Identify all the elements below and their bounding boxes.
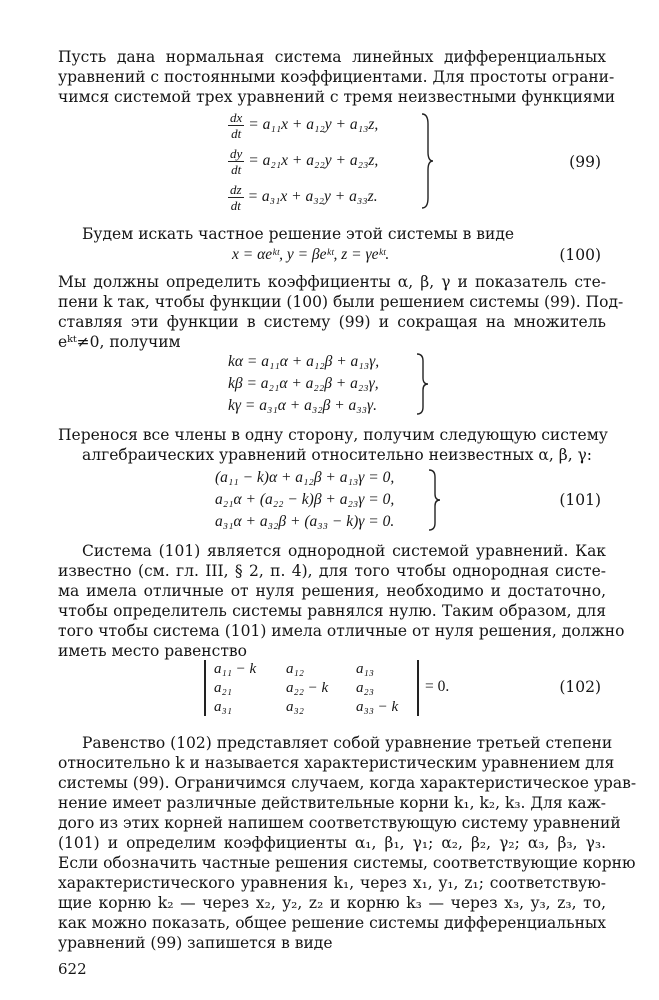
equation-row: $\frac{dy}{dt}$ = a₂₁x + a₂₂y + a₂₃z, — [230, 146, 379, 177]
equation-row: $\frac{dz}{dt}$ = a₃₁x + a₃₂y + a₃₃z. — [230, 182, 378, 213]
equation-row: (a₁₁ − k)α + a₁₂β + a₁₃γ = 0, — [215, 469, 395, 486]
text-line: (101) и определим коэффициенты α₁, β₁, γ₁; α₂, β₂, γ₂; α₃, β₃, γ₃. — [58, 834, 606, 852]
text-line: щие корню k₂ — через x₂, y₂, z₂ и корню k₃ — через x₃, y₃, z₃, то, — [58, 894, 606, 912]
text-line: дого из этих корней напишем соответствующую систему уравнений — [58, 814, 621, 832]
text-line: пени k так, чтобы функции (100) были решением системы (99). Под- — [58, 293, 624, 311]
text-line: Мы должны определить коэффициенты α, β, γ и показатель сте- — [58, 273, 606, 291]
equation-row: kα = a₁₁α + a₁₂β + a₁₃γ, — [228, 353, 380, 370]
page-number: 622 — [58, 960, 87, 978]
determinant-right-bar — [417, 660, 419, 716]
text-line: ставляя эти функции в систему (99) и сокращая на множитель — [58, 313, 606, 331]
text-line: того чтобы система (101) имела отличные от нуля решения, должно — [58, 622, 625, 640]
text-line: известно (см. гл. III, § 2, п. 4), для того чтобы однородная систе- — [58, 562, 606, 580]
equation-row: $\frac{dx}{dt}$ = a₁₁x + a₁₂y + a₁₃z, — [230, 110, 379, 141]
matrix-cell: a₁₃ — [356, 661, 374, 677]
equation-number: (101) — [559, 491, 601, 509]
equation-row: a₃₁α + a₃₂β + (a₃₃ − k)γ = 0. — [215, 513, 395, 530]
matrix-cell: a₃₃ − k — [356, 699, 399, 715]
text-line: чимся системой трех уравнений с тремя неизвестными функциями — [58, 88, 616, 106]
text-line: Равенство (102) представляет собой уравнение третьей степени — [82, 734, 613, 752]
equation-100: x = αeᵏᵗ, y = βeᵏᵗ, z = γeᵏᵗ. — [232, 246, 390, 263]
right-brace-icon — [426, 468, 444, 532]
text-line: относительно k и называется характеристическим уравнением для — [58, 754, 615, 772]
text-line: системы (99). Ограничимся случаем, когда характеристическое урав- — [58, 774, 637, 792]
text-line: Пусть дана нормальная система линейных дифференциальных — [58, 48, 606, 66]
right-brace-icon — [418, 112, 438, 210]
text-line: уравнений (99) запишется в виде — [58, 934, 333, 952]
text-line: ма имела отличные от нуля решения, необходимо и достаточно, — [58, 582, 606, 600]
equation-number: (99) — [569, 153, 601, 171]
text-line: чтобы определитель системы равнялся нулю. Таким образом, для — [58, 602, 606, 620]
matrix-cell: a₂₁ — [214, 680, 232, 696]
text-line: как можно показать, общее решение системы дифференциальных — [58, 914, 606, 932]
matrix-cell: a₁₁ − k — [214, 661, 257, 677]
text-line: Если обозначить частные решения системы, соответствующие корню — [58, 854, 636, 872]
determinant-equals: = 0. — [425, 678, 450, 695]
matrix-cell: a₃₂ — [286, 699, 304, 715]
equation-row: kβ = a₂₁α + a₂₂β + a₂₃γ, — [228, 375, 379, 392]
text-line: Перенося все члены в одну сторону, получим следующую систему — [58, 426, 608, 444]
equation-row: kγ = a₃₁α + a₃₂β + a₃₃γ. — [228, 397, 378, 414]
matrix-cell: a₂₂ − k — [286, 680, 329, 696]
matrix-cell: a₃₁ — [214, 699, 232, 715]
text-line: Будем искать частное решение этой системы в виде — [82, 225, 515, 243]
matrix-cell: a₂₃ — [356, 680, 374, 696]
matrix-cell: a₁₂ — [286, 661, 304, 677]
text-line: уравнений с постоянными коэффициентами. Для простоты ограни- — [58, 68, 615, 86]
text-line: eᵏᵗ≠0, получим — [58, 333, 181, 351]
right-brace-icon — [414, 352, 432, 416]
equation-row: a₂₁α + (a₂₂ − k)β + a₂₃γ = 0, — [215, 491, 395, 508]
text-line: алгебраических уравнений относительно неизвестных α, β, γ: — [82, 446, 593, 464]
equation-number: (102) — [559, 678, 601, 696]
text-line: иметь место равенство — [58, 642, 247, 660]
equation-number: (100) — [559, 246, 601, 264]
text-line: нение имеет различные действительные корни k₁, k₂, k₃. Для каж- — [58, 794, 606, 812]
text-line: характеристического уравнения k₁, через x₁, y₁, z₁; соответствую- — [58, 874, 606, 892]
determinant-left-bar — [204, 660, 206, 716]
text-line: Система (101) является однородной системой уравнений. Как — [82, 542, 606, 560]
